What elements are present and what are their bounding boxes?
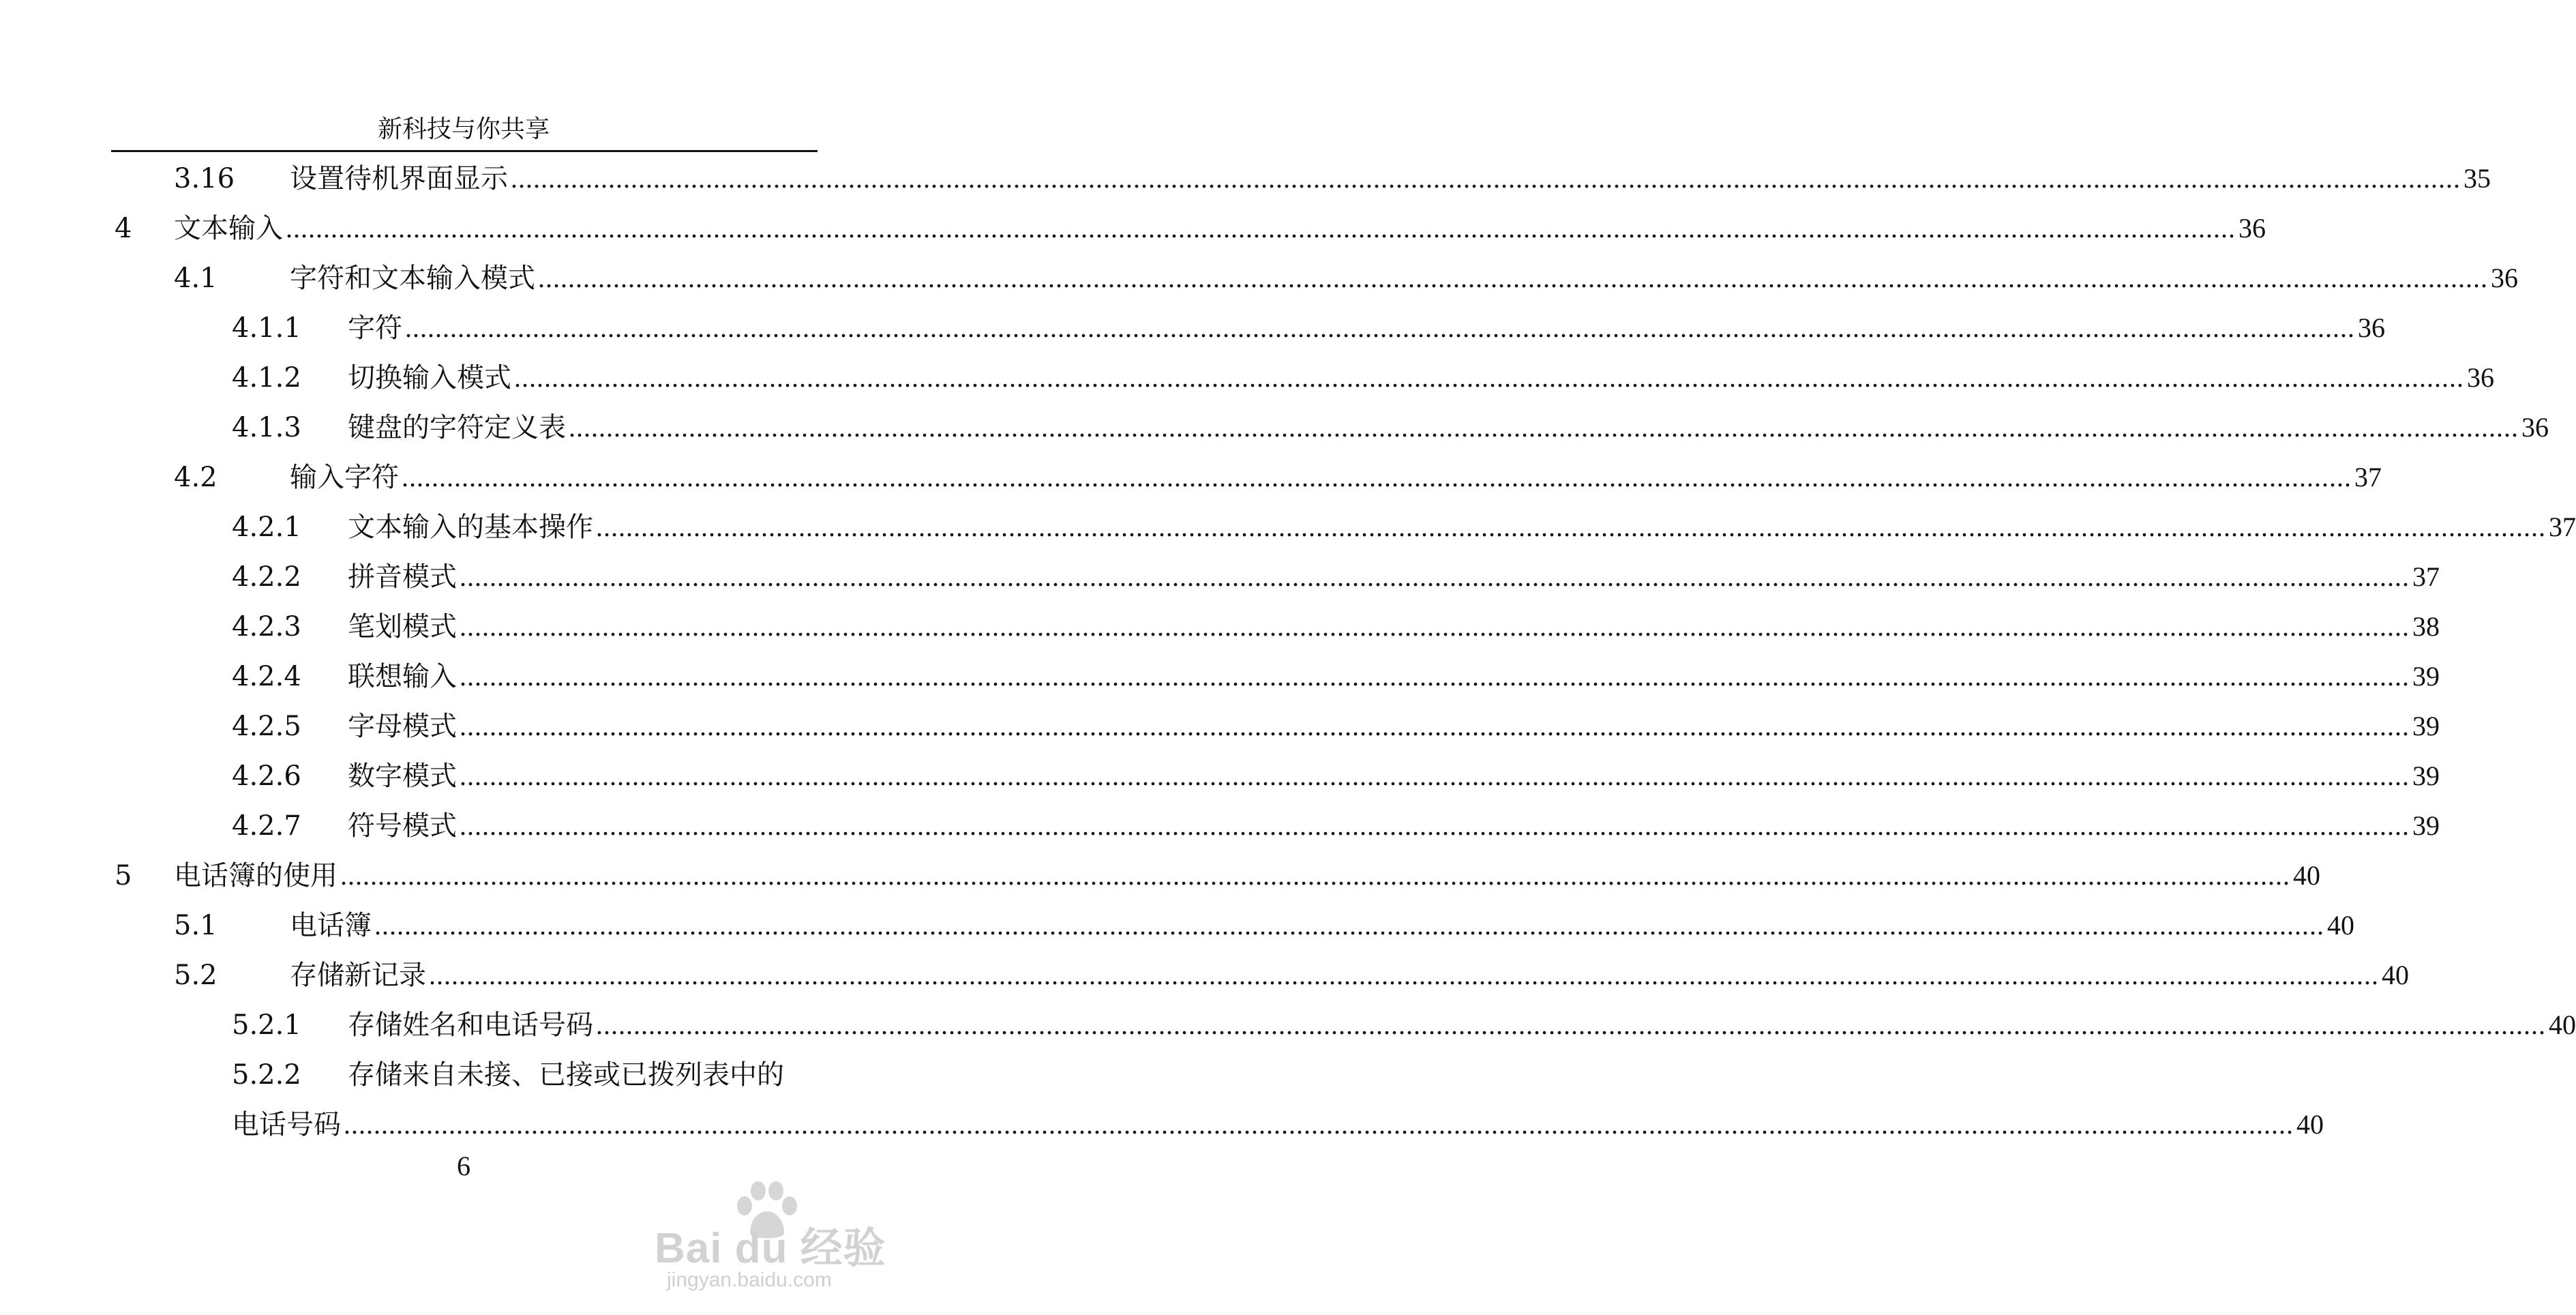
dot-leader: .................................................................................................................................................................................................................................................................... — [405, 312, 2355, 343]
toc-entry-title-continued: 电话号码 — [232, 1109, 341, 1140]
toc-entry — [0, 855, 2320, 896]
toc-entry-title: 存储新记录 — [290, 960, 426, 991]
toc-entry-page: 39 — [2412, 810, 2440, 841]
running-header: 新科技与你共享 — [377, 115, 550, 143]
toc-entry-title: 拼音模式 — [348, 561, 457, 593]
toc-entry-page: 36 — [2491, 263, 2518, 293]
toc-entry — [0, 606, 2440, 647]
dot-leader: .................................................................................................................................................................................................................................................................... — [429, 960, 2379, 990]
dot-leader: .................................................................................................................................................................................................................................................................... — [460, 611, 2410, 642]
toc-entry-number: 4 — [115, 213, 132, 244]
toc-entry-page: 40 — [2382, 960, 2409, 990]
toc-entry-number: 5.2.2 — [232, 1059, 301, 1091]
toc-entry-title: 文本输入 — [174, 213, 283, 244]
toc-entry-page: 36 — [2358, 312, 2385, 343]
toc-entry-number: 5.1 — [174, 910, 218, 941]
toc-entry-page: 39 — [2412, 661, 2440, 692]
toc-entry — [0, 258, 2518, 299]
toc-entry-page: 37 — [2412, 561, 2440, 592]
toc-entry-page: 36 — [2521, 412, 2549, 443]
toc-entry-title: 符号模式 — [348, 810, 457, 842]
dot-leader: .................................................................................................................................................................................................................................................................... — [596, 1009, 2546, 1040]
toc-entry-number: 4.1.3 — [232, 412, 301, 443]
dot-leader: .................................................................................................................................................................................................................................................................... — [569, 412, 2519, 443]
toc-entry — [0, 208, 2266, 249]
watermark-brand: Bai du 经验 — [655, 1225, 886, 1272]
toc-entry-page: 37 — [2549, 512, 2576, 542]
toc-entry-title: 存储来自未接、已接或已拨列表中的 — [348, 1059, 784, 1091]
toc-entry-title: 字母模式 — [348, 711, 457, 742]
toc-entry-number: 3.16 — [174, 163, 235, 194]
toc-entry-page: 38 — [2412, 611, 2440, 642]
toc-entry-number: 4.1.1 — [232, 312, 301, 344]
toc-entry-page: 40 — [2549, 1009, 2576, 1040]
toc-entry-title: 输入字符 — [290, 462, 399, 493]
toc-entry-title: 联想输入 — [348, 661, 457, 692]
toc-entry-title: 数字模式 — [348, 760, 457, 792]
toc-entry — [0, 507, 2576, 548]
toc-entry — [0, 308, 2385, 349]
toc-entry-title: 切换输入模式 — [348, 362, 511, 394]
dot-leader: .................................................................................................................................................................................................................................................................... — [460, 661, 2410, 692]
toc-entry — [0, 557, 2440, 597]
toc-entry-page: 40 — [2293, 860, 2320, 891]
toc-entry-number: 4.2.7 — [232, 810, 301, 842]
toc-entry-page: 36 — [2238, 213, 2266, 243]
watermark-url: jingyan.baidu.com — [667, 1269, 832, 1291]
page-number: 6 — [457, 1151, 470, 1181]
dot-leader: .................................................................................................................................................................................................................................................................... — [538, 263, 2488, 293]
toc-entry-page: 37 — [2354, 462, 2382, 492]
dot-leader: .................................................................................................................................................................................................................................................................... — [402, 462, 2352, 492]
toc-entry-title: 文本输入的基本操作 — [348, 512, 593, 543]
toc-entry-title: 字符和文本输入模式 — [290, 263, 535, 294]
toc-entry — [0, 1005, 2576, 1046]
toc-entry-title: 键盘的字符定义表 — [348, 412, 566, 443]
dot-leader: .................................................................................................................................................................................................................................................................... — [460, 711, 2410, 741]
toc-entry-page: 39 — [2412, 711, 2440, 741]
toc-entry-number: 4.2.1 — [232, 512, 301, 543]
toc-entry — [0, 656, 2440, 697]
dot-leader: .................................................................................................................................................................................................................................................................... — [340, 860, 2290, 891]
dot-leader: .................................................................................................................................................................................................................................................................... — [344, 1109, 2294, 1140]
toc-entry — [0, 706, 2440, 747]
toc-entry-number: 4.2.3 — [232, 611, 301, 642]
dot-leader: .................................................................................................................................................................................................................................................................... — [460, 760, 2410, 791]
toc-entry-number: 4.2.4 — [232, 661, 301, 692]
toc-entry-page: 40 — [2296, 1109, 2324, 1140]
toc-entry-number: 5.2.1 — [232, 1009, 301, 1041]
dot-leader: .................................................................................................................................................................................................................................................................... — [460, 561, 2410, 592]
toc-entry-title: 电话簿 — [290, 910, 372, 941]
toc-entry — [0, 806, 2440, 846]
toc-entry-number: 4.1 — [174, 263, 218, 294]
dot-leader: .................................................................................................................................................................................................................................................................... — [286, 213, 2236, 243]
dot-leader: .................................................................................................................................................................................................................................................................... — [514, 362, 2464, 393]
toc-entry-number: 4.2.6 — [232, 760, 301, 792]
dot-leader: .................................................................................................................................................................................................................................................................... — [374, 910, 2324, 941]
dot-leader: .................................................................................................................................................................................................................................................................... — [460, 810, 2410, 841]
toc-entry — [0, 407, 2549, 448]
toc-entry-number: 4.2 — [174, 462, 218, 493]
baidu-jingyan-watermark — [655, 1180, 900, 1296]
toc-entry — [0, 955, 2409, 996]
toc-entry — [0, 905, 2354, 946]
toc-entry-page: 35 — [2463, 163, 2491, 194]
toc-entry — [0, 158, 2491, 199]
toc-entry-number: 4.2.2 — [232, 561, 301, 593]
toc-entry-continuation — [0, 1104, 2324, 1145]
toc-entry-title: 字符 — [348, 312, 402, 344]
toc-entry-number: 5 — [115, 860, 132, 891]
toc-entry — [0, 756, 2440, 797]
toc-entry-number: 5.2 — [174, 960, 218, 991]
toc-entry-page: 40 — [2327, 910, 2354, 941]
toc-entry-title: 设置待机界面显示 — [290, 163, 508, 194]
toc-entry-number: 4.2.5 — [232, 711, 301, 742]
toc-entry-page: 39 — [2412, 760, 2440, 791]
dot-leader: .................................................................................................................................................................................................................................................................... — [596, 512, 2546, 542]
toc-entry-title: 笔划模式 — [348, 611, 457, 642]
dot-leader: .................................................................................................................................................................................................................................................................... — [511, 163, 2461, 194]
toc-entry — [0, 1054, 927, 1095]
toc-entry-title: 存储姓名和电话号码 — [348, 1009, 593, 1041]
toc-entry — [0, 357, 2494, 398]
toc-entry-number: 4.1.2 — [232, 362, 301, 394]
toc-entry-title: 电话簿的使用 — [174, 860, 338, 891]
toc-entry-page: 36 — [2467, 362, 2494, 393]
toc-entry — [0, 457, 2382, 498]
